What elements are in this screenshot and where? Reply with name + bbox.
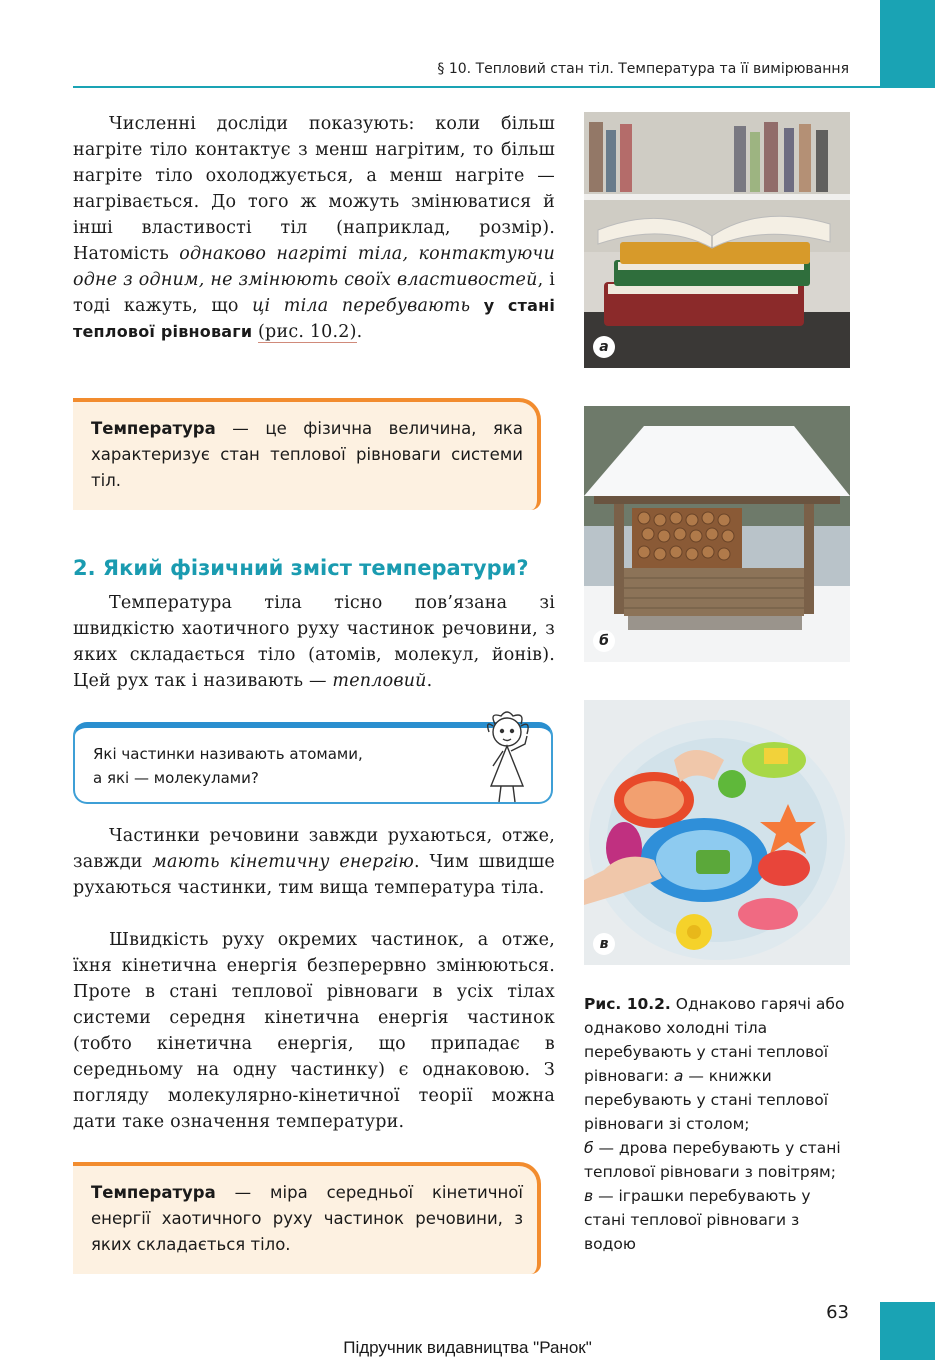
header-rule — [73, 86, 880, 88]
photo-woodshed — [584, 406, 850, 662]
section-heading: 2. Який фізичний зміст температури? — [73, 556, 529, 580]
definition-text: — міра середньої кінетичної енергії хаотичного руху частинок речовини, з яких складається тіло. — [91, 1183, 523, 1254]
figure-reference: (рис. 10.2) — [258, 322, 357, 342]
paragraph-thermal-equilibrium: Численні досліди показують: коли більш нагріте тіло контактує з менш нагрітим, то більш нагріте тіло охолоджується, а менш нагріте — нагрівається. До того ж можуть змінюватися й інші властивості тіл (наприклад, розмір). Натомість однаково нагріті тіла, контактуючи одне з одним, не змінюють своїх властивостей, і тоді кажуть, що ці тіла перебувають у стані теплової рівноваги (рис. 10.2). — [73, 114, 556, 342]
paragraph-average-energy: Швидкість руху окремих частинок, а отже, їхня кінетична енергія безперервно змінюються. Проте в стані теплової рівноваги в усіх тілах системи середня кінетична енергія частинок (тобто кінетична енергія, що припадає в середньому на одну частинку) є однаковою. З погляду молекулярно-кінетичної теорії можна дати таке означення температури. — [73, 930, 555, 1132]
figure-label: Рис. 10.2. — [584, 995, 671, 1013]
paragraph-kinetic-energy: Частинки речовини завжди рухаються, отже, завжди мають кінетичну енергію. Чим швидше рухаються частинки, тим вища температура тіла. — [73, 826, 555, 898]
photo-toys-in-water — [584, 700, 850, 965]
definition-box-temperature-2 — [73, 1162, 541, 1274]
running-header: § 10. Тепловий стан тіл. Температура та її вимірювання — [437, 61, 849, 77]
definition-box-temperature-1 — [73, 398, 541, 510]
definition-term: Температура — [91, 419, 216, 438]
header-color-tab — [880, 0, 935, 88]
question-box — [73, 722, 553, 804]
definition-term: Температура — [91, 1183, 216, 1202]
girl-thinking-icon — [471, 706, 547, 806]
publisher-footer: Підручник видавництва "Ранок" — [343, 1338, 592, 1357]
photo-label-b: б — [593, 630, 615, 652]
question-line-2: а які — молекулами? — [93, 769, 259, 787]
figure-caption: Рис. 10.2. Однаково гарячі або однаково холодні тіла перебувають у стані теплової рівноваги: а — книжки перебувають у стані теплової рівноваги зі столом; б — дрова перебувають у стані теплової рівноваги з повітрям; в — іграшки перебувають у стані теплової рівноваги з водою — [584, 995, 845, 1253]
photo-books — [584, 112, 850, 368]
question-line-1: Які частинки називають атомами, — [93, 745, 363, 763]
page-number: 63 — [826, 1302, 849, 1323]
paragraph-particle-motion: Температура тіла тісно пов’язана зі швидкістю хаотичного руху частинок речовини, з яких складається тіло (атомів, молекул, йонів). Цей рух так і називають — тепловий. — [73, 593, 555, 691]
photo-label-c: в — [593, 933, 615, 955]
photo-label-a: а — [593, 336, 615, 358]
definition-text: — це фізична величина, яка характеризує стан теплової рівноваги системи тіл. — [91, 419, 523, 490]
